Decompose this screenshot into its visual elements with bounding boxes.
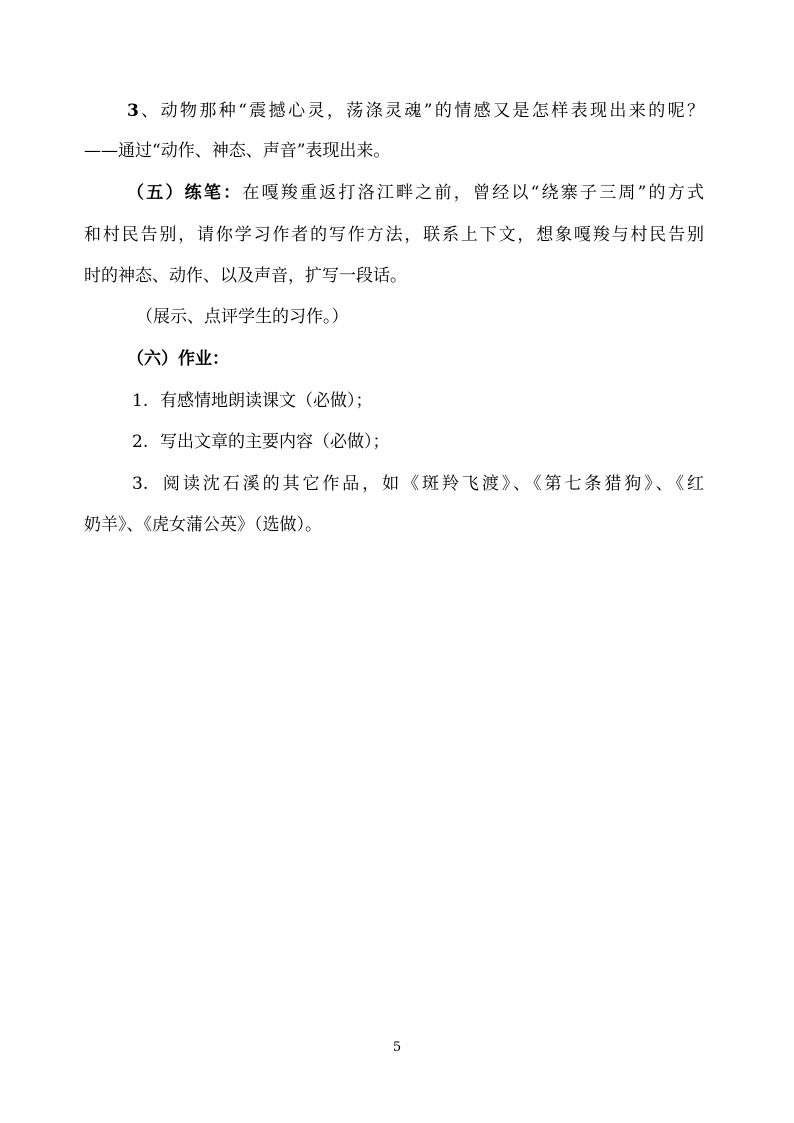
section-5-heading: （五）练笔： bbox=[127, 183, 243, 203]
question-3 bbox=[127, 96, 704, 121]
homework-item-2-text: 写出文章的主要内容（必做）； bbox=[160, 432, 390, 452]
section-5-text-1: 在嘎羧重返打洛江畔之前，曾经以“绕寨子三周”的方式 bbox=[242, 183, 704, 203]
question-3-text: 、动物那种“震撼心灵，荡涤灵魂”的情感又是怎样表现出来的呢？ bbox=[138, 101, 704, 121]
section-5-line-2: 和村民告别，请你学习作者的写作方法，联系上下文，想象嘎羧与村民告别 bbox=[84, 225, 704, 245]
homework-item-3-number: 3. bbox=[132, 474, 149, 494]
section-5-line-3: 时的神态、动作、以及声音，扩写一段话。 bbox=[84, 266, 407, 286]
page-number: 5 bbox=[392, 1040, 402, 1055]
homework-item-1-text: 有感情地朗读课文（必做）； bbox=[160, 391, 373, 411]
section-6-heading: （六）作业： bbox=[127, 349, 229, 369]
homework-item-3 bbox=[132, 469, 704, 494]
homework-item-1-number: 1. bbox=[132, 391, 149, 411]
homework-item-2-number: 2. bbox=[132, 432, 149, 452]
question-3-answer: ——通过“动作、神态、声音”表现出来。 bbox=[84, 141, 391, 161]
section-5-note: （展示、点评学生的习作。） bbox=[136, 307, 349, 327]
homework-item-3-continued: 奶羊》、《虎女蒲公英》（选做）。 bbox=[84, 515, 322, 535]
homework-item-1 bbox=[132, 386, 373, 411]
question-3-number: 3 bbox=[127, 101, 139, 121]
homework-item-3-text: 阅读沈石溪的其它作品，如《斑羚飞渡》、《第七条猎狗》、《红 bbox=[160, 474, 704, 494]
homework-item-2 bbox=[132, 427, 390, 452]
section-5-line-1 bbox=[127, 178, 704, 203]
